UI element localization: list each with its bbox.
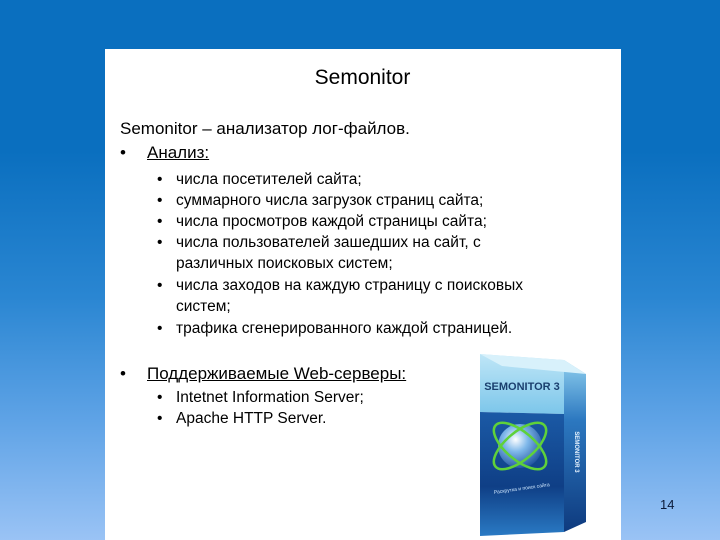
section-web-servers xyxy=(120,364,406,384)
list-item: • трафика сгенерированного каждой страницей. xyxy=(157,320,513,337)
bullet-icon: • xyxy=(157,410,163,427)
list-item: • числа просмотров каждой страницы сайта; xyxy=(157,213,487,230)
list-item: • числа заходов на каждую страницу с поисковых xyxy=(157,277,523,294)
page-number: 14 xyxy=(660,497,675,512)
bullet-icon: • xyxy=(120,143,126,162)
section-analysis xyxy=(120,143,209,163)
bullet-icon: • xyxy=(157,277,163,294)
list-item: • суммарного числа загрузок страниц сайта; xyxy=(157,192,484,209)
list-item: • числа посетителей сайта; xyxy=(157,171,362,188)
list-item-continuation: различных поисковых систем; xyxy=(176,255,393,272)
bullet-icon: • xyxy=(157,389,163,406)
list-item: • Apache HTTP Server. xyxy=(157,410,327,427)
bullet-icon: • xyxy=(157,320,163,337)
svg-text:SEMONITOR 3: SEMONITOR 3 xyxy=(573,431,579,473)
bullet-icon: • xyxy=(120,364,126,383)
list-item-continuation: систем; xyxy=(176,298,231,315)
bullet-icon: • xyxy=(157,171,163,188)
bullet-icon: • xyxy=(157,192,163,209)
svg-text:SEMONITOR 3: SEMONITOR 3 xyxy=(484,381,560,393)
section-heading-web-servers: Поддерживаемые Web-серверы: xyxy=(147,364,407,383)
bullet-icon: • xyxy=(157,213,163,230)
slide-title: Semonitor xyxy=(314,66,411,89)
list-item: • Intetnet Information Server; xyxy=(157,389,364,406)
svg-text:Раскрутка и поиск сайта: Раскрутка и поиск сайта xyxy=(493,482,551,496)
product-box-image xyxy=(478,352,588,538)
lead-text: Semonitor – анализатор лог-файлов. xyxy=(120,119,410,138)
section-heading-analysis: Анализ: xyxy=(147,143,210,162)
bullet-icon: • xyxy=(157,234,163,251)
list-item: • числа пользователей зашедших на сайт, с xyxy=(157,234,481,251)
